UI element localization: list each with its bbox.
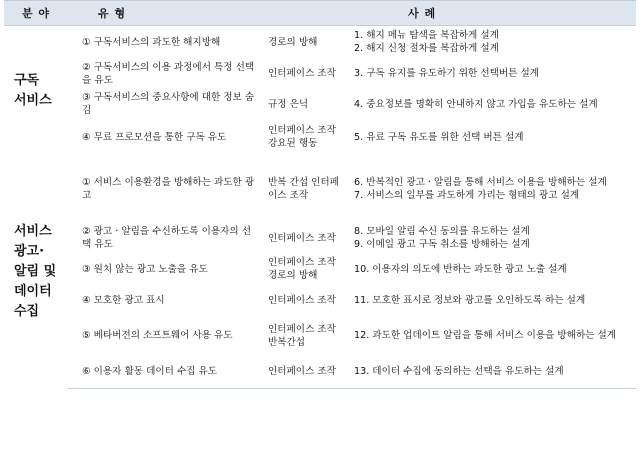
example-cell [350,26,636,59]
example-cell [350,317,636,354]
category-label: 서비스 광고· 알림 및 데이터 수집 [14,223,57,319]
example-cell [350,155,636,222]
table-row [4,354,636,389]
type-cell: ④ 무료 프로모션을 통한 구독 유도 [82,131,227,143]
category-label: 구독 서비스 [14,72,52,108]
method-cell: 인터페이스 조작 [268,295,336,306]
example-cell [350,58,636,89]
example-item: 10. 이용자의 의도에 반하는 과도한 광고 노출 설계 [354,263,567,275]
table-row [4,222,636,254]
type-cell: ⑥ 이용자 활동 데이터 수집 유도 [68,354,264,389]
example-item: 13. 데이터 수집에 동의하는 선택을 유도하는 설계 [354,365,564,377]
example-item: 7. 서비스의 일부를 과도하게 가리는 형태의 광고 설계 [354,189,580,201]
example-cell [350,284,636,317]
example-cell [350,119,636,155]
example-item: 1. 해지 메뉴 탐색을 복잡하게 설계 [354,30,499,41]
method-cell: 인터페이스 조작 [264,354,350,389]
method-cell: 인터페이스 조작 [268,68,336,79]
header-row [4,1,636,26]
category-cell [4,155,68,389]
method-cell: 인터페이스 조작 반복간섭 [268,323,336,348]
type-cell: ④ 모호한 광고 표시 [82,295,165,306]
type-cell: ② 구독서비스의 이용 과정에서 특정 선택을 유도 [82,61,255,86]
example-item: 11. 모호한 표시로 정보와 광고를 오인하도록 하는 설계 [354,295,586,306]
type-cell: ③ 원치 않는 광고 노출을 유도 [82,263,208,275]
type-cell: ⑤ 베타버전의 소프트웨어 사용 유도 [82,330,233,341]
dark-pattern-table [4,0,636,389]
type-cell: ① 서비스 이용환경을 방해하는 과도한 광고 [82,176,255,201]
table-row [4,89,636,119]
example-item: 9. 이메일 광고 구독 취소를 방해하는 설계 [354,239,530,250]
table-row [4,26,636,59]
table-row [4,155,636,222]
method-cell: 반복 간섭 인터페이스 조작 [268,176,339,201]
header-type: 유 형 [68,1,350,26]
method-cell: 인터페이스 조작 경로의 방해 [268,257,336,281]
header-category: 분 야 [4,1,68,26]
type-cell: ③ 구독서비스의 중요사항에 대한 정보 숨김 [82,92,255,116]
table-row [4,58,636,89]
example-item: 6. 반복적인 광고 · 알림을 통해 서비스 이용을 방해하는 설계 [354,176,607,188]
example-item: 2. 해지 신청 절차를 복잡하게 설계 [354,43,499,54]
type-cell: ① 구독서비스의 과도한 해지방해 [82,36,221,48]
table-row [4,284,636,317]
category-cell [4,26,68,156]
table-row [4,317,636,354]
type-cell: ② 광고 · 알림을 수신하도록 이용자의 선택 유도 [82,226,251,250]
example-item: 5. 유료 구독 유도를 위한 선택 버튼 설계 [354,131,524,143]
example-item: 12. 과도한 업데이트 알림을 통해 서비스 이용을 방해하는 설계 [354,330,617,341]
example-item: 3. 구독 유지를 유도하기 위한 선택버튼 설계 [354,68,539,79]
example-item: 4. 중요정보를 명확히 안내하지 않고 가입을 유도하는 설계 [354,98,598,110]
method-cell: 경로의 방해 [268,36,318,48]
method-cell: 인터페이스 조작 [268,232,336,244]
table-row [4,119,636,155]
example-cell [350,222,636,254]
example-item: 8. 모바일 알림 수신 동의를 유도하는 설계 [354,226,530,237]
header-example: 사 례 [350,1,636,26]
example-cell [350,354,636,389]
method-cell: 인터페이스 조작 강요된 행동 [268,125,336,149]
table-row [4,254,636,284]
example-cell [350,89,636,119]
method-cell: 규정 은닉 [268,98,309,110]
example-cell [350,254,636,284]
